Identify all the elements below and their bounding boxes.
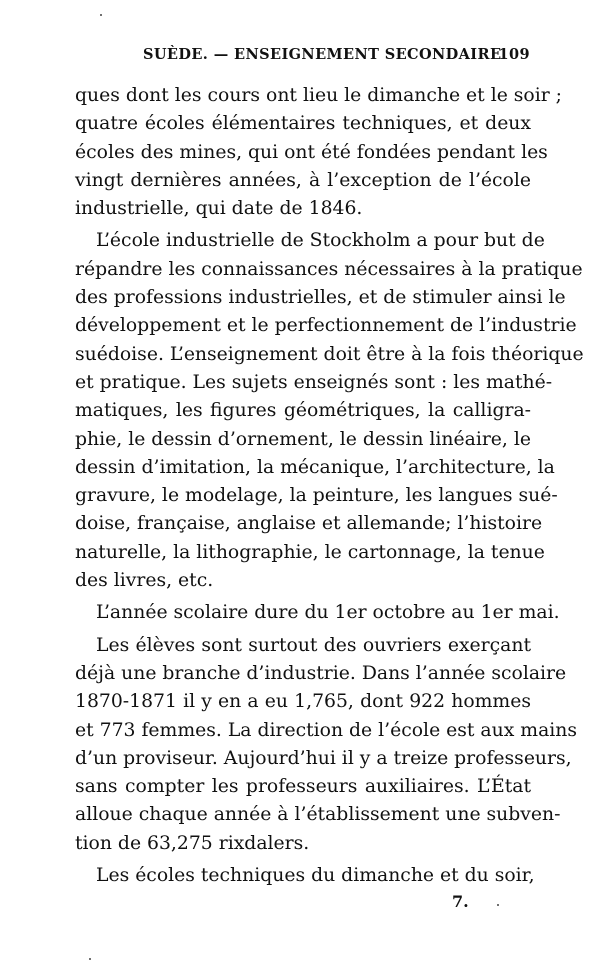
text-line: quatre écoles élémentaires techniques, et deux [75, 113, 531, 135]
text-line: gravure, le modelage, la peinture, les langues sué- [75, 485, 558, 507]
signature-mark: 7. [452, 892, 469, 911]
text-line: 1870-1871 il y en a eu 1,765, dont 922 hommes [75, 691, 531, 713]
text-line: alloue chaque année à l’établissement une subven- [75, 804, 561, 826]
text-line: Les élèves sont surtout des ouvriers exerçant [96, 634, 531, 656]
text-line: déjà une branche d’industrie. Dans l’année scolaire [75, 662, 567, 684]
text-line: Les écoles techniques du dimanche et du soir, [96, 865, 535, 887]
text-line: des professions industrielles, et de stimuler ainsi le [75, 287, 566, 309]
text-line: naturelle, la lithographie, le cartonnage, la tenue [75, 541, 545, 563]
text-line: sans compter les professeurs auxiliaires. L’État [75, 776, 531, 798]
text-line: répandre les connaissances nécessaires à la pratique [75, 258, 583, 280]
text-line: suédoise. L’enseignement doit être à la fois théorique [75, 343, 584, 365]
text-line: et 773 femmes. La direction de l’école est aux mains [75, 719, 578, 741]
text-line: et pratique. Les sujets enseignés sont : les mathé- [75, 371, 553, 393]
text-line: tion de 63,275 rixdalers. [75, 832, 310, 854]
text-line: dessin d’imitation, la mécanique, l’architecture, la [75, 456, 555, 478]
text-line: vingt dernières années, à l’exception de l’école [75, 169, 531, 191]
page-number: 109 [498, 46, 530, 63]
text-line: phie, le dessin d’ornement, le dessin linéaire, le [75, 428, 531, 450]
text-line: écoles des mines, qui ont été fondées pendant les [75, 141, 548, 163]
body-text [75, 82, 584, 890]
page-speck [89, 958, 91, 960]
running-title: SUÈDE. — ENSEIGNEMENT SECONDAIRE. [143, 46, 507, 63]
text-line: d’un proviseur. Aujourd’hui il y a treize professeurs, [75, 747, 572, 769]
running-header [75, 42, 530, 68]
page-speck [497, 904, 499, 906]
text-line: des livres, etc. [75, 570, 214, 592]
text-line: L’année scolaire dure du 1er octobre au 1er mai. [96, 602, 560, 624]
text-line: L’école industrielle de Stockholm a pour but de [96, 230, 545, 252]
text-line: industrielle, qui date de 1846. [75, 198, 363, 220]
text-line: développement et le perfectionnement de l’industrie [75, 315, 577, 337]
text-line: doise, française, anglaise et allemande; l’histoire [75, 513, 543, 535]
page-speck [100, 14, 102, 16]
text-line: matiques, les figures géométriques, la calligra- [75, 400, 531, 422]
text-line: ques dont les cours ont lieu le dimanche et le soir ; [75, 85, 563, 106]
